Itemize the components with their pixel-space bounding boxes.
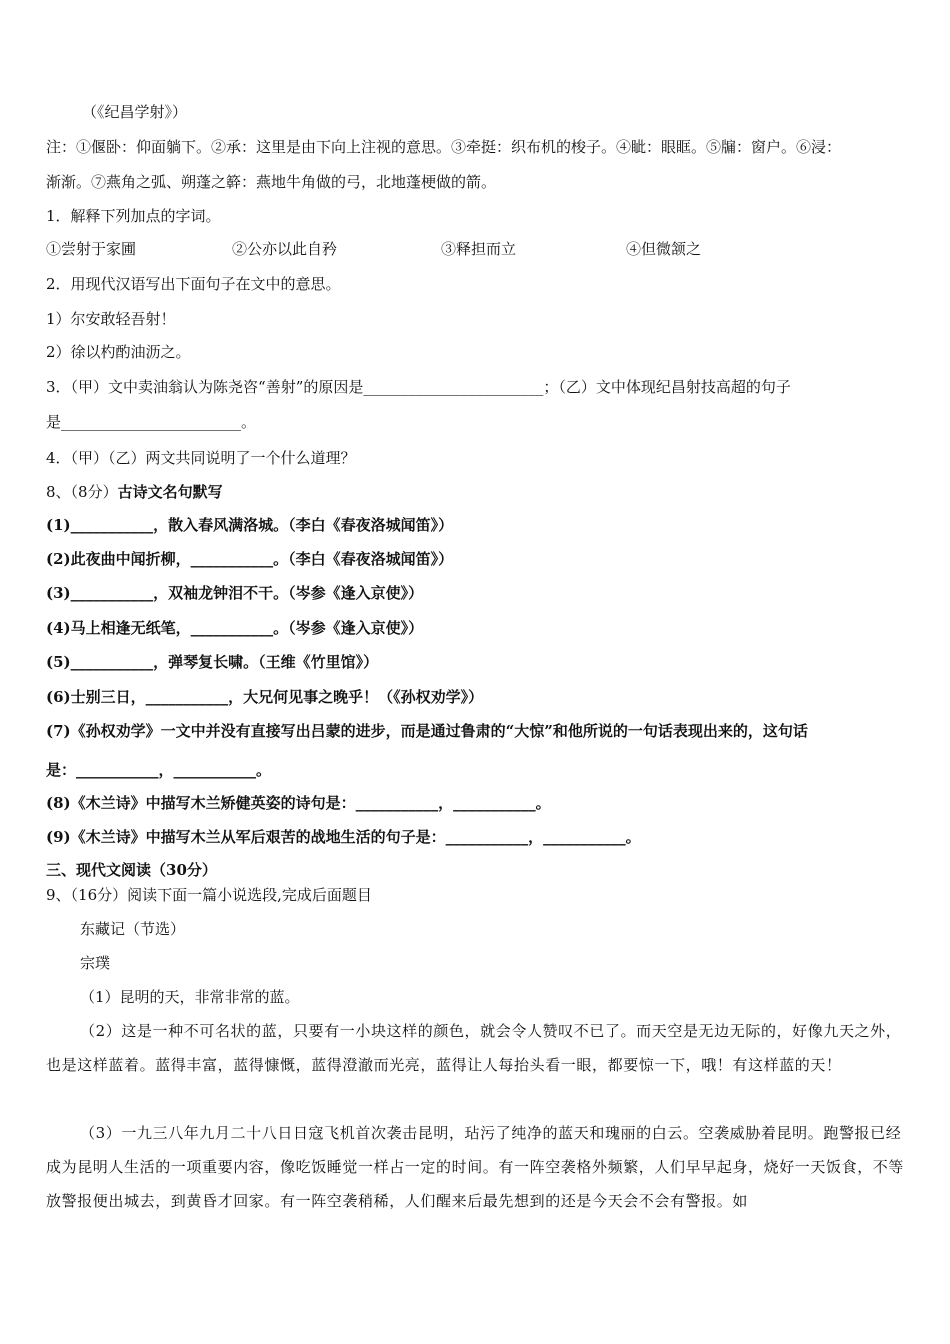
paragraph-1: （1）昆明的天，非常非常的蓝。 [80, 988, 300, 1006]
section-3-heading: 三、现代文阅读（30分） [46, 861, 217, 879]
question-1-title: 1．解释下列加点的字词。 [46, 207, 221, 225]
paragraph-3: （3）一九三八年九月二十八日日寇飞机首次袭击昆明，玷污了纯净的蓝天和瑰丽的白云。空袭威胁着昆明。跑警报已经成为昆明人生活的一项重要内容，像吃饭睡觉一样占一定的时间。有一阵空袭格外频繁，人们早早起身，烧好一天饭食，不等放警报便出城去，到黄昏才回家。有一阵空袭稍稀，人们醒来后最先想到的还是今天会不会有警报。如 [46, 1124, 905, 1210]
q1-item-2: ②公亦以此自矜 [232, 240, 338, 258]
paragraph-2: （2）这是一种不可名状的蓝，只要有一小块这样的颜色，就会令人赞叹不已了。而天空是无边无际的，好像九天之外，也是这样蓝着。蓝得丰富，蓝得慷慨，蓝得澄澈而光亮，蓝得让人每抬头看一眼，都要惊一下，哦！有这样蓝的天！ [46, 1022, 902, 1074]
question-4: 4．（甲）（乙）两文共同说明了一个什么道理？ [46, 449, 356, 467]
q1-item-1: ①尝射于家圃 [46, 240, 137, 258]
section-8-heading [46, 481, 904, 503]
recitation-item-5: (5)___________，弹琴复长啸。（王维《竹里馆》） [46, 653, 379, 671]
recitation-item-4: (4)马上相逢无纸笔，___________。（岑参《逢入京使》） [46, 619, 424, 637]
q1-item-3: ③释担而立 [441, 240, 517, 258]
recitation-item-3: (3)___________，双袖龙钟泪不干。（岑参《逢入京使》） [46, 584, 424, 602]
q2-sentence-1: 1）尔安敢轻吾射！ [46, 310, 176, 328]
recitation-item-7-line-1: (7)《孙权劝学》一文中并没有直接写出吕蒙的进步，而是通过鲁肃的“大惊”和他所说的一句话表现出来的，这句话 [46, 722, 808, 740]
recitation-item-1: (1)___________，散入春风满洛城。（李白《春夜洛城闻笛》） [46, 516, 454, 534]
recitation-item-8: (8)《木兰诗》中描写木兰矫健英姿的诗句是：___________，___________。 [46, 794, 551, 812]
question-3-line-1: 3．（甲）文中卖油翁认为陈尧咨“善射”的原因是________________________；（乙）文中体现纪昌射技高超的句子 [46, 378, 791, 396]
question-9: 9、（16分）阅读下面一篇小说选段,完成后面题目 [46, 886, 372, 904]
article-author: 宗璞 [80, 954, 111, 972]
notes-line-1: 注：①偃卧：仰面躺下。②承：这里是由下向上注视的意思。③牵挺：织布机的梭子。④眦：眼眶。⑤牖：窗户。⑥浸： [46, 138, 842, 156]
section-8-title: 古诗文名句默写 [117, 483, 223, 501]
article-title: 东藏记（节选） [80, 920, 186, 938]
recitation-item-6: (6)士别三日，___________，大兄何见事之晚乎！（《孙权劝学》） [46, 688, 484, 706]
recitation-item-2: (2)此夜曲中闻折柳，___________。（李白《春夜洛城闻笛》） [46, 550, 454, 568]
recitation-item-7-line-2: 是：___________，___________。 [46, 761, 272, 779]
q1-item-4: ④但微颔之 [626, 240, 702, 258]
section-8-number: 8、（8分） [46, 483, 118, 501]
notes-line-2: 渐渐。⑦燕角之弧、朔蓬之簳：燕地牛角做的弓，北地蓬梗做的箭。 [46, 173, 497, 191]
question-2-title: 2．用现代汉语写出下面句子在文中的意思。 [46, 275, 341, 293]
q2-sentence-2: 2）徐以杓酌油沥之。 [46, 343, 191, 361]
source-line: （《纪昌学射》） [82, 103, 188, 121]
recitation-item-9: (9)《木兰诗》中描写木兰从军后艰苦的战地生活的句子是：___________，___________。 [46, 828, 641, 846]
question-3-line-2: 是________________________。 [46, 413, 257, 431]
